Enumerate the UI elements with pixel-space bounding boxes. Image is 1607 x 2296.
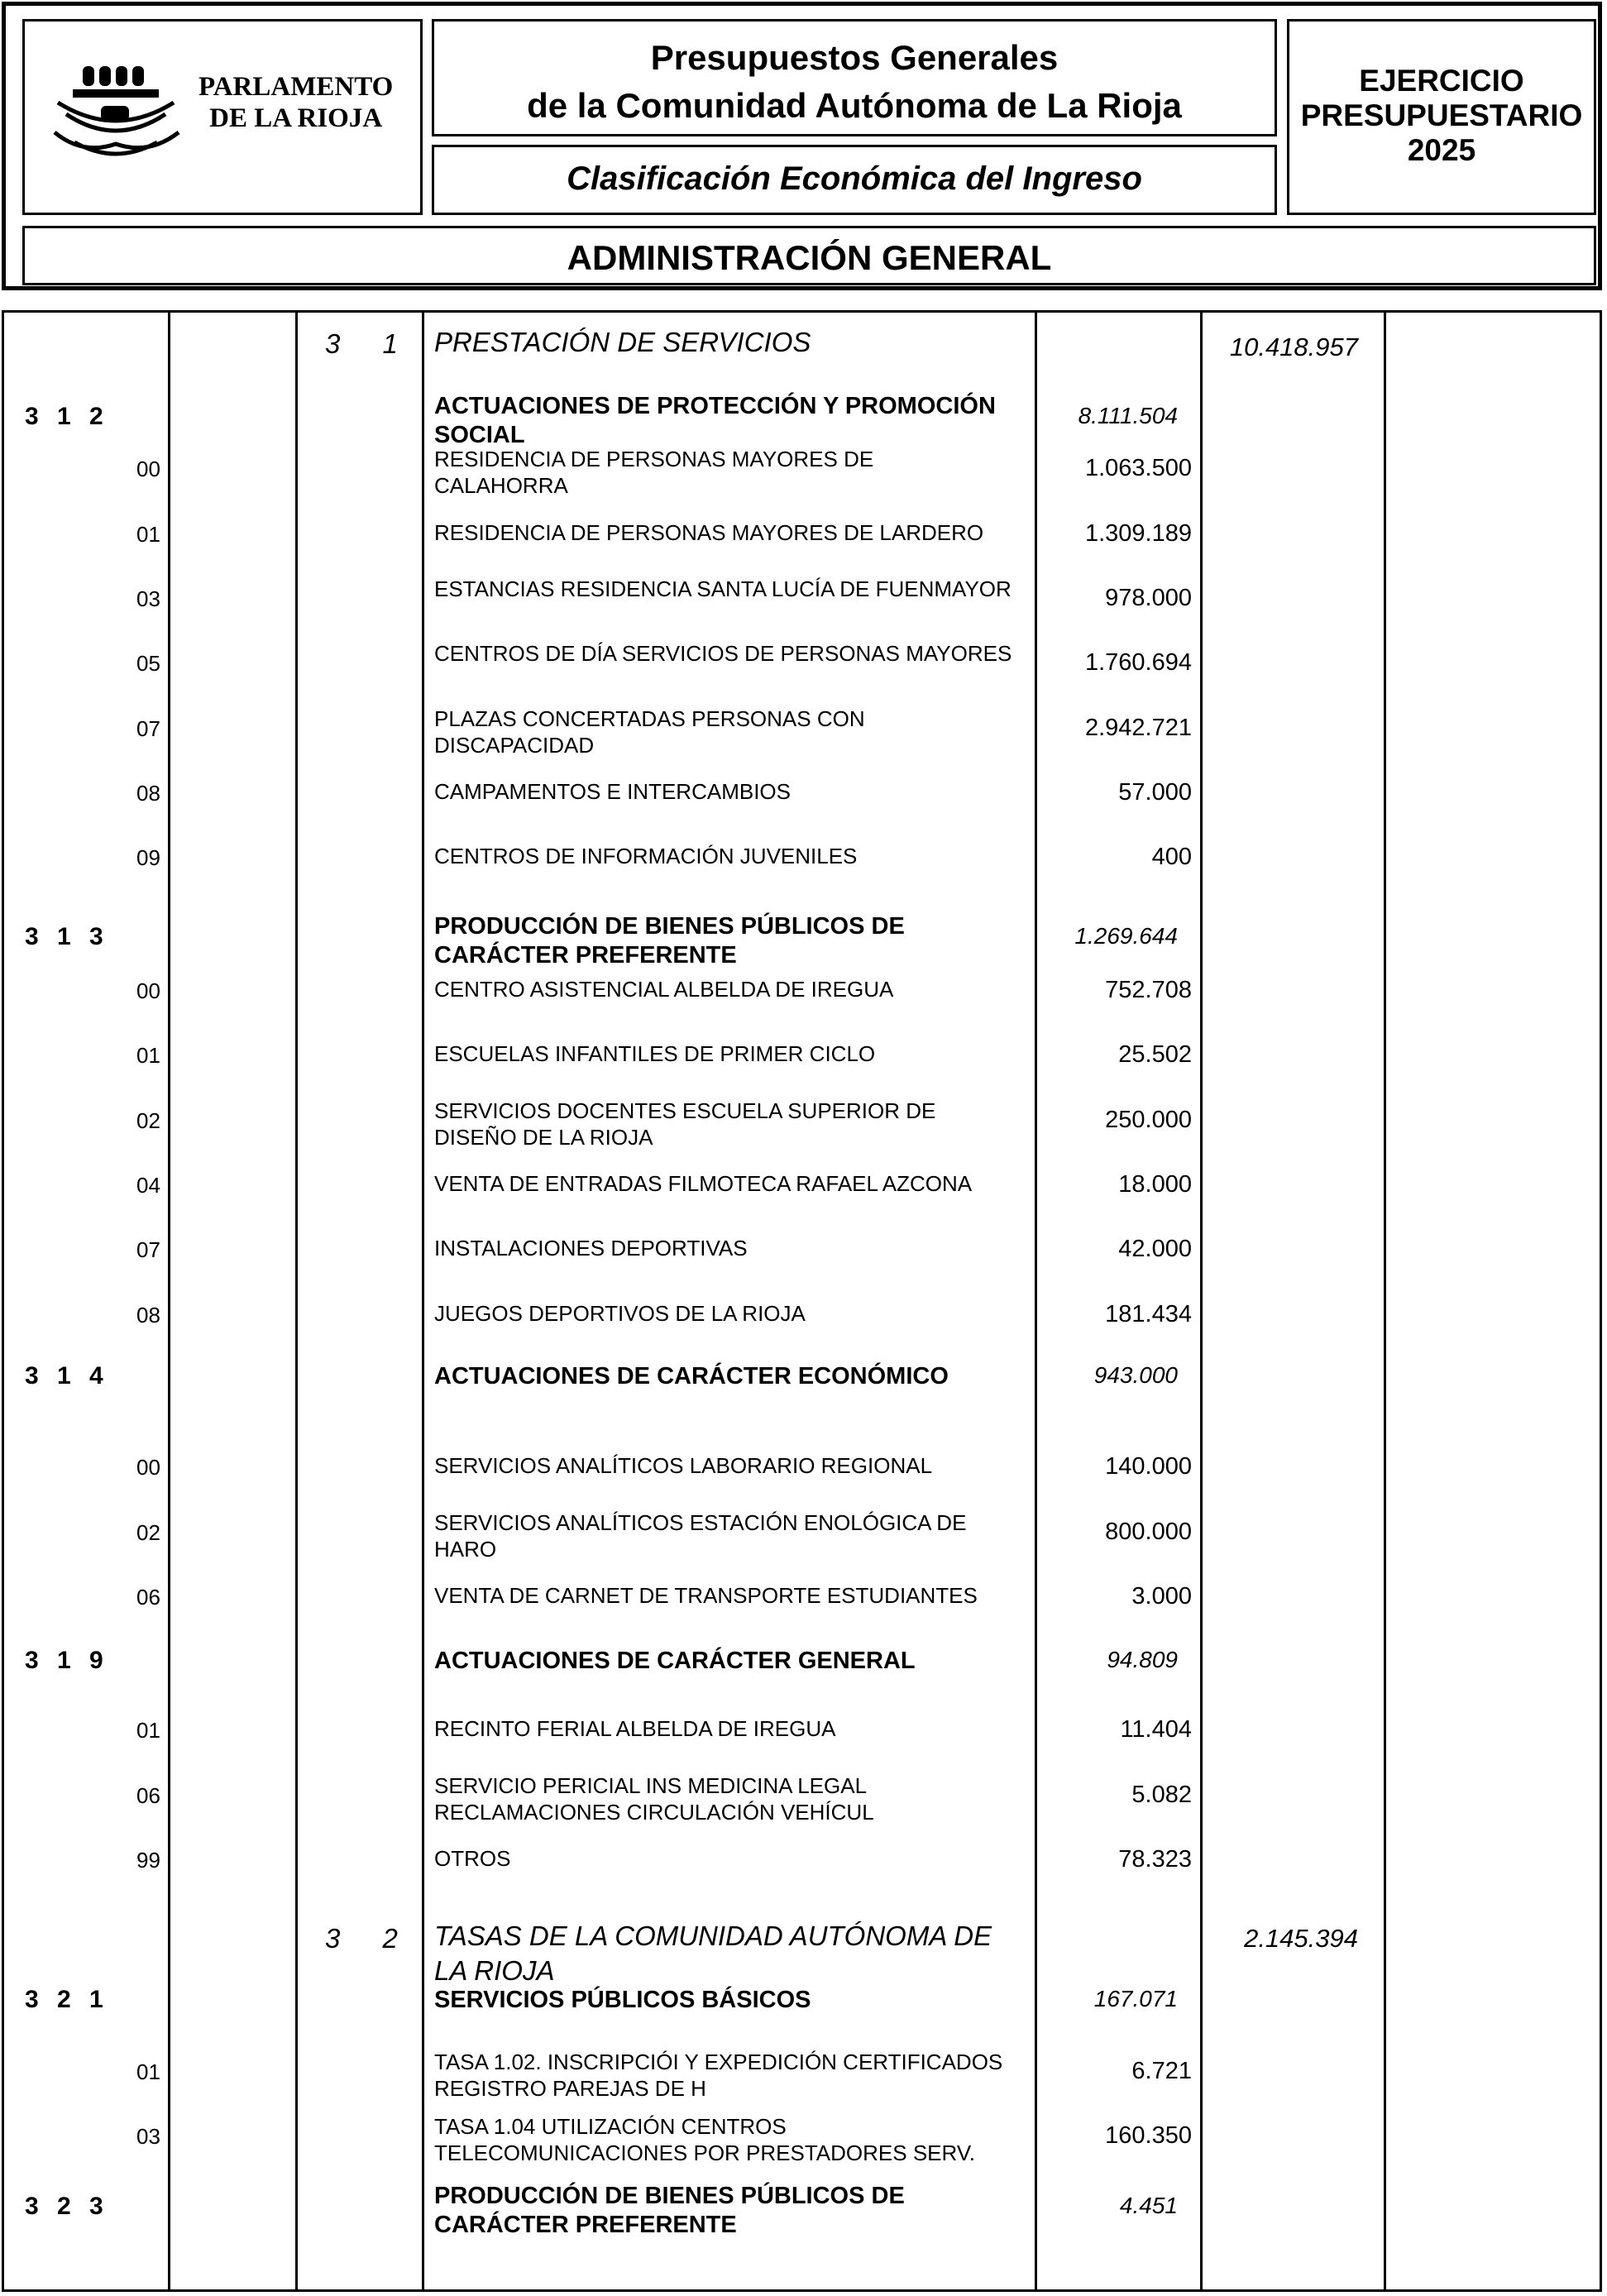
articulo-description: PRODUCCIÓN DE BIENES PÚBLICOS DE CARÁCTER PREFERENTE: [434, 2183, 905, 2238]
column-divider: [168, 313, 170, 2289]
fiscal-year-box: [1287, 19, 1596, 215]
articulo-description: ACTUACIONES DE PROTECCIÓN Y PROMOCIÓN SOCIAL: [434, 393, 996, 448]
articulo-description: ACTUACIONES DE CARÁCTER GENERAL: [434, 1648, 916, 1674]
concepto-description: SERVICIO PERICIAL INS MEDICINA LEGAL RECLAMACIONES CIRCULACIÓN VEHÍCUL: [434, 1773, 874, 1825]
articulo-code: 3 1 4: [25, 1362, 103, 1390]
concepto-code: 08: [136, 781, 160, 806]
concepto-code: 06: [136, 1585, 160, 1610]
concepto-amount: 11.404: [1120, 1716, 1192, 1743]
concepto-code: 00: [136, 978, 160, 1003]
concepto-description: RECINTO FERIAL ALBELDA DE IREGUA: [434, 1716, 836, 1741]
concepto-description: ESTANCIAS RESIDENCIA SANTA LUCÍA DE FUENMAYOR: [434, 576, 1012, 601]
parliament-name: [198, 71, 393, 134]
concepto-description: CENTROS DE DÍA SERVICIOS DE PERSONAS MAYORES: [434, 641, 1012, 666]
concepto-amount: 3.000: [1131, 1583, 1192, 1610]
column-divider: [422, 313, 424, 2289]
articulo-amount: 94.809: [1107, 1647, 1178, 1672]
concepto-amount: 181.434: [1105, 1301, 1192, 1327]
concepto-code: 07: [136, 1237, 160, 1262]
concepto-description: TASA 1.04 UTILIZACIÓN CENTROS TELECOMUNICACIONES POR PRESTADORES SERV.: [434, 2114, 975, 2165]
articulo-code: 3 1 2: [25, 403, 103, 430]
concepto-description: JUEGOS DEPORTIVOS DE LA RIOJA: [434, 1301, 806, 1326]
concepto-amount: 2.942.721: [1084, 715, 1192, 741]
concepto-amount: 42.000: [1118, 1236, 1192, 1262]
title-box: [432, 19, 1277, 136]
fiscal-year-value: 2025: [1407, 133, 1476, 167]
articulo-amount: 8.111.504: [1078, 403, 1178, 428]
concepto-description: PLAZAS CONCERTADAS PERSONAS CON DISCAPACIDAD: [434, 706, 865, 758]
fiscal-year-line2: PRESUPUESTARIO: [1300, 98, 1583, 132]
concepto-code: 02: [136, 1108, 160, 1133]
concepto-code: 01: [136, 522, 160, 547]
concepto-code: 06: [136, 1783, 160, 1808]
articulo-description: SERVICIOS PÚBLICOS BÁSICOS: [434, 1987, 811, 2013]
concepto-amount: 78.323: [1118, 1846, 1192, 1873]
concepto-amount: 800.000: [1105, 1519, 1192, 1545]
articulo-description: ACTUACIONES DE CARÁCTER ECONÓMICO: [434, 1363, 949, 1390]
document-title-line1: Presupuestos Generales: [650, 38, 1059, 77]
capitulo-description: PRESTACIÓN DE SERVICIOS: [434, 327, 811, 357]
articulo-amount: 4.451: [1119, 2193, 1178, 2218]
parliament-name-line2: DE LA RIOJA: [209, 103, 383, 133]
concepto-description: SERVICIOS DOCENTES ESCUELA SUPERIOR DE DISEÑO DE LA RIOJA: [434, 1098, 936, 1150]
articulo-code: 3 1 9: [25, 1647, 103, 1674]
column-divider: [1200, 313, 1203, 2289]
concepto-description: INSTALACIONES DEPORTIVAS: [434, 1236, 748, 1260]
document-subtitle: Clasificación Económica del Ingreso: [567, 160, 1142, 197]
concepto-amount: 978.000: [1105, 585, 1192, 611]
section-title: ADMINISTRACIÓN GENERAL: [567, 238, 1052, 277]
concepto-amount: 5.082: [1131, 1782, 1192, 1808]
concepto-description: RESIDENCIA DE PERSONAS MAYORES DE CALAHORRA: [434, 447, 874, 498]
concepto-description: VENTA DE ENTRADAS FILMOTECA RAFAEL AZCONA: [434, 1171, 973, 1196]
concepto-amount: 140.000: [1105, 1453, 1192, 1480]
concepto-amount: 25.502: [1118, 1041, 1192, 1068]
articulo-description: PRODUCCIÓN DE BIENES PÚBLICOS DE CARÁCTER PREFERENTE: [434, 913, 905, 969]
capitulo-amount: 10.418.957: [1229, 332, 1358, 361]
document-title-line2: de la Comunidad Autónoma de La Rioja: [527, 86, 1182, 125]
concepto-code: 05: [136, 651, 160, 676]
concepto-amount: 1.309.189: [1084, 520, 1192, 547]
concepto-amount: 250.000: [1105, 1107, 1192, 1133]
concepto-amount: 752.708: [1105, 977, 1192, 1003]
fiscal-year-line1: EJERCICIO: [1359, 64, 1524, 98]
section-box: [22, 226, 1596, 285]
concepto-code: 99: [136, 1848, 160, 1873]
concepto-code: 00: [136, 1455, 160, 1480]
articulo-amount: 1.269.644: [1074, 923, 1178, 949]
concepto-code: 03: [136, 586, 160, 611]
capitulo-code: 3 2: [325, 1923, 398, 1954]
column-divider: [295, 313, 298, 2289]
concepto-code: 08: [136, 1303, 160, 1327]
document-header: [2, 2, 1602, 290]
concepto-code: 07: [136, 716, 160, 741]
subtitle-box: [432, 145, 1277, 215]
articulo-code: 3 2 1: [25, 1986, 103, 2013]
concepto-code: 04: [136, 1173, 160, 1198]
concepto-description: ESCUELAS INFANTILES DE PRIMER CICLO: [434, 1041, 876, 1066]
concepto-description: CENTRO ASISTENCIAL ALBELDA DE IREGUA: [434, 977, 894, 1002]
concepto-description: SERVICIOS ANALÍTICOS LABORARIO REGIONAL: [434, 1453, 933, 1478]
capitulo-code: 3 1: [325, 328, 398, 359]
concepto-description: SERVICIOS ANALÍTICOS ESTACIÓN ENOLÓGICA DE HARO: [434, 1510, 967, 1562]
capitulo-description: TASAS DE LA COMUNIDAD AUTÓNOMA DE LA RIOJA: [434, 1921, 992, 1986]
concepto-code: 00: [136, 457, 160, 481]
budget-table: [2, 310, 1602, 2292]
concepto-code: 01: [136, 2059, 160, 2084]
articulo-code: 3 2 3: [25, 2193, 103, 2220]
column-divider: [1384, 313, 1386, 2289]
concepto-amount: 160.350: [1105, 2122, 1192, 2149]
column-divider: [1035, 313, 1037, 2289]
concepto-amount: 400: [1151, 844, 1192, 870]
concepto-description: RESIDENCIA DE PERSONAS MAYORES DE LARDERO: [434, 520, 984, 545]
concepto-amount: 57.000: [1118, 779, 1192, 806]
articulo-amount: 943.000: [1093, 1362, 1178, 1388]
concepto-description: TASA 1.02. INSCRIPCIÓI Y EXPEDICIÓN CERTIFICADOS REGISTRO PAREJAS DE H: [434, 2050, 1003, 2101]
concepto-code: 01: [136, 1718, 160, 1743]
concepto-description: CENTROS DE INFORMACIÓN JUVENILES: [434, 844, 858, 868]
concepto-code: 02: [136, 1520, 160, 1545]
concepto-description: CAMPAMENTOS E INTERCAMBIOS: [434, 779, 791, 804]
concepto-description: VENTA DE CARNET DE TRANSPORTE ESTUDIANTES: [434, 1583, 978, 1608]
concepto-description: OTROS: [434, 1846, 511, 1871]
parliament-logo-box: [22, 19, 423, 215]
parliament-name-line1: PARLAMENTO: [198, 72, 394, 102]
articulo-code: 3 1 3: [25, 923, 103, 950]
concepto-code: 01: [136, 1043, 160, 1068]
articulo-amount: 167.071: [1093, 1986, 1178, 2011]
capitulo-amount: 2.145.394: [1244, 1924, 1358, 1953]
concepto-amount: 6.721: [1131, 2058, 1192, 2084]
concepto-amount: 1.760.694: [1084, 649, 1192, 676]
concepto-code: 03: [136, 2124, 160, 2149]
concepto-amount: 1.063.500: [1084, 455, 1192, 481]
concepto-amount: 18.000: [1118, 1171, 1192, 1198]
concepto-code: 09: [136, 845, 160, 870]
parliament-emblem-icon: [50, 56, 190, 172]
